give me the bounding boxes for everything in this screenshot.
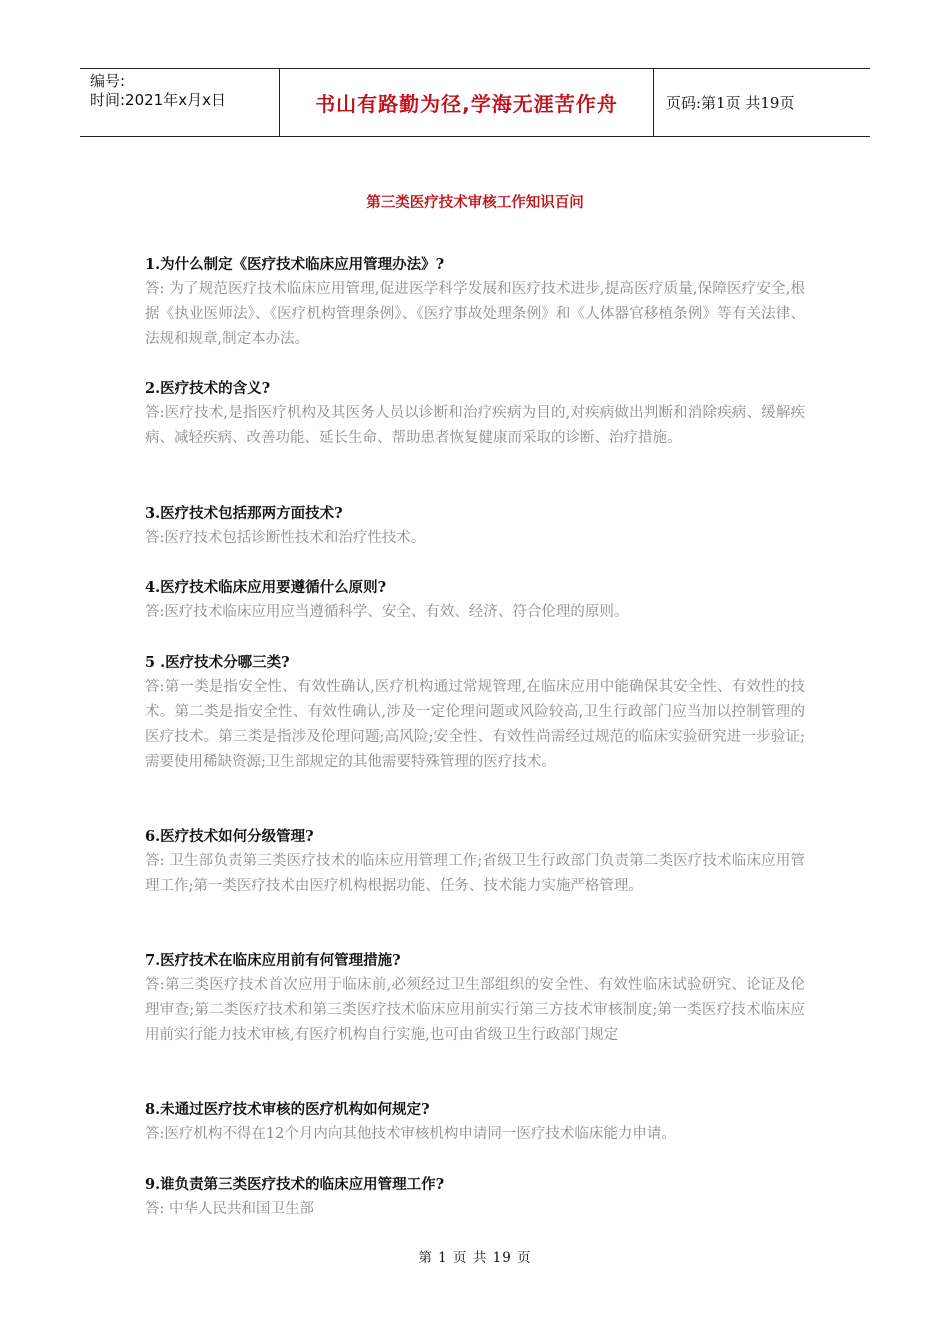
document-title: 第三类医疗技术审核工作知识百问: [366, 194, 584, 211]
qa-item-5: [145, 651, 805, 775]
qa-item-9: [145, 1173, 805, 1222]
answer: 答:第一类是指安全性、有效性确认,医疗机构通过常规管理,在临床应用中能确保其安全性、有效性的技术。第二类是指安全性、有效性确认,涉及一定伦理问题或风险较高,卫生行政部门应当加以控制管理的医疗技术。第三类是指涉及伦理问题;高风险;安全性、有效性尚需经过规范的临床实验研究进一步验证;需要使用稀缺资源;卫生部规定的其他需要特殊管理的医疗技术。: [145, 679, 805, 770]
time-label: 时间:2021年x月x日: [90, 91, 226, 109]
qa-item-7: [145, 949, 805, 1048]
code-label: 编号:: [90, 72, 126, 90]
page-header: [80, 68, 870, 137]
answer: 答:医疗机构不得在12个月内向其他技术审核机构申请同一医疗技术临床能力申请。: [145, 1126, 676, 1142]
question: 8.未通过医疗技术审核的医疗机构如何规定?: [145, 1101, 430, 1118]
answer: 答:第三类医疗技术首次应用于临床前,必须经过卫生部组织的安全性、有效性临床试验研究、论证及伦理审查;第二类医疗技术和第三类医疗技术临床应用前实行第三方技术审核制度;第一类医疗技术临床应用前实行能力技术审核,有医疗机构自行实施,也可由省级卫生行政部门规定: [145, 977, 805, 1043]
question: 5 .医疗技术分哪三类?: [145, 654, 290, 671]
answer: 答:医疗技术,是指医疗机构及其医务人员以诊断和治疗疾病为目的,对疾病做出判断和消除疾病、缓解疾病、减轻疾病、改善功能、延长生命、帮助患者恢复健康而采取的诊断、治疗措施。: [145, 405, 805, 446]
question: 9.谁负责第三类医疗技术的临床应用管理工作?: [145, 1176, 445, 1193]
question: 7.医疗技术在临床应用前有何管理措施?: [145, 952, 401, 969]
header-motto: 书山有路勤为径,学海无涯苦作舟: [280, 69, 654, 136]
qa-item-4: [145, 576, 805, 625]
page-footer: 第 1 页 共 19 页: [418, 1250, 532, 1266]
qa-item-8: [145, 1098, 805, 1147]
question: 1.为什么制定《医疗技术临床应用管理办法》?: [145, 256, 445, 273]
qa-item-1: [145, 253, 805, 352]
answer: 答: 中华人民共和国卫生部: [145, 1201, 314, 1217]
question: 4.医疗技术临床应用要遵循什么原则?: [145, 579, 387, 596]
question: 3.医疗技术包括那两方面技术?: [145, 505, 343, 522]
qa-item-6: [145, 825, 805, 899]
question: 6.医疗技术如何分级管理?: [145, 828, 314, 845]
answer: 答: 卫生部负责第三类医疗技术的临床应用管理工作;省级卫生行政部门负责第二类医疗技术临床应用管理工作;第一类医疗技术由医疗机构根据功能、任务、技术能力实施严格管理。: [145, 853, 805, 894]
header-meta: [80, 69, 280, 136]
qa-item-3: [145, 502, 805, 551]
answer: 答: 为了规范医疗技术临床应用管理,促进医学科学发展和医疗技术进步,提高医疗质量,保障医疗安全,根据《执业医师法》、《医疗机构管理条例》、《医疗事故处理条例》和《人体器官移植条例》等有关法律、法规和规章,制定本办法。: [145, 281, 805, 347]
answer: 答:医疗技术临床应用应当遵循科学、安全、有效、经济、符合伦理的原则。: [145, 604, 629, 620]
header-page-info: 页码:第1页 共19页: [666, 94, 795, 112]
question: 2.医疗技术的含义?: [145, 380, 271, 397]
qa-item-2: [145, 377, 805, 451]
answer: 答:医疗技术包括诊断性技术和治疗性技术。: [145, 530, 426, 546]
